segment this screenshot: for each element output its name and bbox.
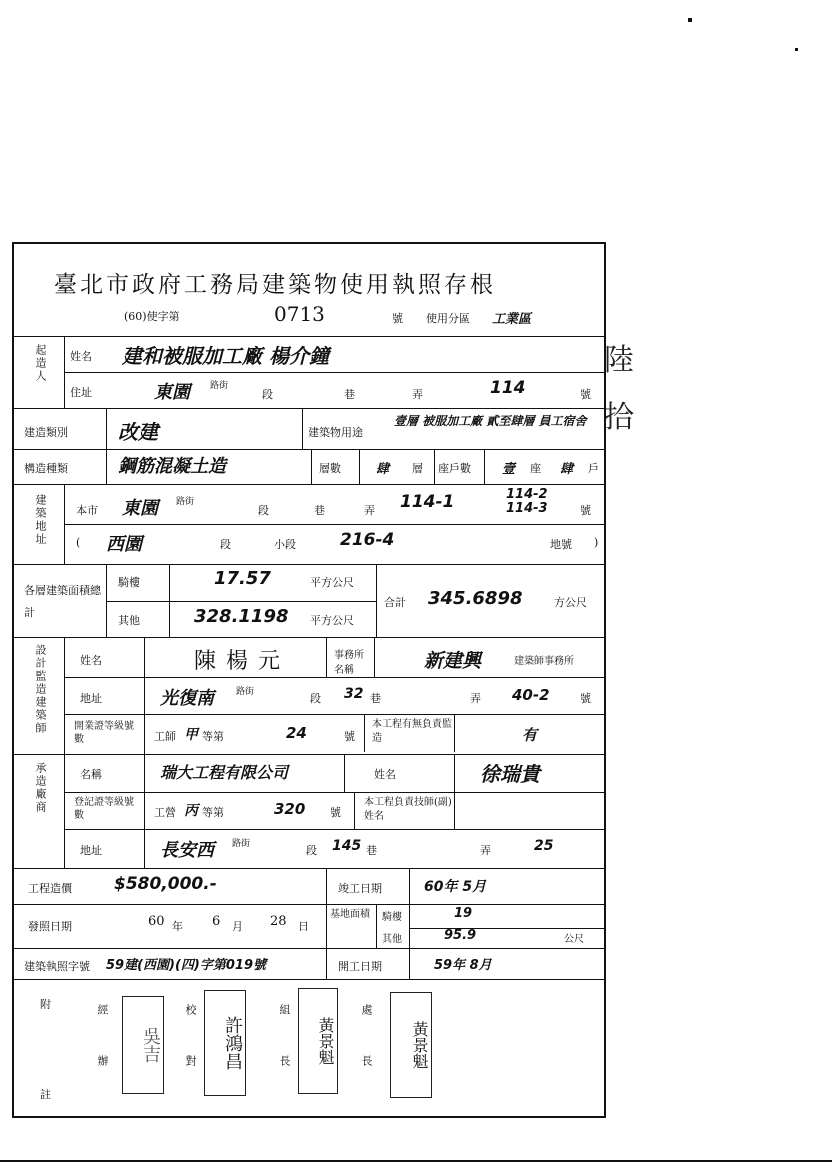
- architect-addr-no: 40-2: [512, 686, 550, 704]
- form-title: 臺北市政府工務局建築物使用執照存根: [54, 272, 496, 298]
- site-city-label: 本市: [76, 504, 98, 517]
- applicant-no-value: 114: [490, 378, 526, 398]
- start-label: 開工日期: [338, 960, 382, 973]
- floors-label: 層數: [319, 462, 341, 475]
- applicant-name-label: 姓名: [70, 350, 92, 363]
- area-total-value: 345.6898: [428, 588, 523, 609]
- issue-day: 28: [270, 914, 287, 929]
- applicant-address-value: 東園: [154, 382, 190, 403]
- contractor-reg-prefix: 工營: [154, 806, 176, 819]
- site-land-sub-label: 小段: [274, 538, 296, 551]
- contractor-addr-lane: 巷: [366, 844, 377, 857]
- issue-month: 6: [212, 914, 221, 929]
- applicant-address-label: 住址: [70, 386, 92, 399]
- architect-addr-alley: 弄: [470, 692, 481, 705]
- cost-value: $580,000.-: [114, 874, 217, 894]
- area-arcade-value: 17.57: [214, 568, 271, 589]
- architect-engineer-label: 本工程有無負責監造: [372, 719, 452, 744]
- side-char: 拾: [604, 400, 634, 435]
- permit-value: 59建(西園)(四)字第019號: [106, 958, 266, 973]
- architect-reg-no: 24: [286, 724, 307, 742]
- sig-label-3: 組長: [278, 1004, 291, 1106]
- contractor-addr-section: 段: [306, 844, 317, 857]
- contractor-addr-alley: 弄: [480, 844, 491, 857]
- license-suffix: 號: [392, 312, 403, 325]
- stamp-4: 黃景魁: [390, 992, 432, 1098]
- architect-addr-lane: 巷: [370, 692, 381, 705]
- architect-reg-grade: 甲: [184, 727, 198, 743]
- site-no-value: 114-1: [400, 492, 455, 512]
- base-unit: 公尺: [564, 934, 584, 945]
- contractor-reg-mid: 等第: [202, 806, 224, 819]
- architect-name-label: 姓名: [80, 654, 102, 667]
- contractor-reg-suffix: 號: [330, 806, 341, 819]
- complete-value: 60年 5月: [424, 879, 487, 895]
- architect-addr-road: 路街: [236, 687, 255, 697]
- zone-value: 工業區: [492, 312, 532, 327]
- base-label: 基地面積: [330, 909, 370, 920]
- applicant-name-value: 建和被服加工廠 楊介鐘: [122, 344, 329, 368]
- contractor-reg-grade: 丙: [184, 803, 198, 819]
- applicant-no-label: 號: [580, 388, 591, 401]
- contractor-tech-label: 本工程負責技師(副)姓名: [364, 797, 452, 822]
- architect-reg-suffix: 號: [344, 730, 355, 743]
- units-value2: 肆: [560, 462, 574, 477]
- architect-addr-no-label: 號: [580, 692, 591, 705]
- scan-dot: [688, 18, 692, 22]
- architect-addr-lane-value: 32: [344, 686, 364, 702]
- struct-value: 鋼筋混凝土造: [118, 456, 226, 477]
- area-total-unit: 方公尺: [554, 596, 587, 609]
- architect-office-value: 新建興: [424, 650, 482, 672]
- complete-label: 竣工日期: [338, 882, 382, 895]
- build-type-label: 建造類別: [24, 426, 68, 439]
- architect-office-label: 事務所名稱: [334, 650, 364, 676]
- architect-engineer-value: 有: [522, 726, 538, 744]
- sig-label-2: 校對: [184, 1004, 197, 1106]
- architect-group-label: 設計監造建築師: [34, 644, 47, 735]
- license-form: 臺北市政府工務局建築物使用執照存根 (60)使字第 0713 號 使用分區 工業區 起造人 姓名 建和被服加工廠 楊介鐘 住址 東園 路街 段 巷 弄 114 號 建造類別 改建 建築物用途 壹層 被服加工廠 貳至肆層 員工宿舍 構造種類 鋼筋混凝土造 層數 肆 層 座戶數 壹 座 肆 戶 建築地址 本市 東園 路街 段 巷 弄 114-1 114-2 114-3 號 ( 西園 段 小段 216-4 地號 ) 各層建築面積總計 騎樓 17.57 平方公尺 其他 328.1198 平方公尺 合計 345.6898 方公尺 設計監造建築師 姓名 陳楊元 事務所名稱 新建興 建築師事務所 地址 光復南 路街 段 32 巷 弄 40-2 號 開業證等級號數 工師 甲 等第 24 號 本工程有無負責監造 有 承造廠商 名稱 瑞大工程有限公司 姓名 徐瑞貴 登記證等級號數 工營 丙 等第 320 號 本工程負責技師(副)姓名 地址 長安西 路街 段 145 巷 弄 25 工程造價 $580,000.- 竣工日期 60年 5月 發照日期 60 年 6 月 28 日 基地面積 騎樓 其他 19 95.9 公尺 建築執照字號 59建(西園)(四)字第019號 開工日期 59年 8月 附 註 經辦 校對 組長 處長 吳吉 許鴻昌 黃景魁 黃景魁: [12, 242, 606, 1118]
- contractor-name-value: 瑞大工程有限公司: [160, 763, 289, 782]
- stamp-2: 許鴻昌: [204, 990, 246, 1096]
- contractor-name-label: 名稱: [80, 768, 102, 781]
- units-value: 壹: [502, 462, 516, 477]
- applicant-alley-label: 弄: [412, 388, 423, 401]
- applicant-group-label: 起造人: [34, 344, 47, 383]
- site-land-section: 西園: [106, 534, 142, 555]
- issue-m: 月: [232, 920, 243, 933]
- base-other-label: 其他: [382, 934, 402, 945]
- issue-y: 年: [172, 920, 183, 933]
- architect-addr-section: 段: [310, 692, 321, 705]
- issue-year: 60: [148, 914, 165, 929]
- issue-d: 日: [298, 920, 309, 933]
- contractor-person-label: 姓名: [374, 768, 396, 781]
- site-land-no-label: 地號: [550, 538, 572, 551]
- architect-reg-label: 開業證等級號數: [74, 721, 134, 745]
- architect-office-suffix: 建築師事務所: [514, 656, 574, 667]
- architect-addr-value: 光復南: [160, 688, 214, 709]
- units-label: 座戶數: [438, 462, 471, 475]
- base-v2: 95.9: [444, 928, 477, 943]
- site-no-label: 號: [580, 504, 591, 517]
- area-unit-2: 平方公尺: [310, 614, 354, 627]
- site-alley-label: 弄: [364, 504, 375, 517]
- build-use-label: 建築物用途: [308, 426, 363, 439]
- base-v1: 19: [454, 906, 473, 921]
- applicant-section-label: 段: [262, 388, 273, 401]
- site-road-value: 東園: [122, 498, 158, 519]
- architect-reg-prefix: 工師: [154, 730, 176, 743]
- contractor-person-value: 徐瑞貴: [480, 762, 540, 786]
- area-arcade-label: 騎樓: [118, 576, 140, 589]
- contractor-addr-road: 路街: [232, 839, 251, 849]
- site-land-no: 216-4: [340, 530, 395, 550]
- contractor-addr-lane-value: 145: [332, 838, 362, 854]
- struct-label: 構造種類: [24, 462, 68, 475]
- contractor-addr-label: 地址: [80, 844, 102, 857]
- stamp-1: 吳吉: [122, 996, 164, 1094]
- floors-value: 肆: [376, 462, 390, 477]
- contractor-addr-value: 長安西: [160, 840, 214, 861]
- area-group-label: 各層建築面積總計: [24, 584, 101, 619]
- remarks-label-2: 註: [40, 1088, 51, 1101]
- contractor-addr-no: 25: [534, 838, 554, 854]
- area-other-label: 其他: [118, 614, 140, 627]
- contractor-reg-label: 登記證等級號數: [74, 797, 134, 821]
- contractor-group-label: 承造廠商: [34, 762, 47, 814]
- area-total-label: 合計: [384, 596, 406, 609]
- applicant-lane-label: 巷: [344, 388, 355, 401]
- base-arcade-label: 騎樓: [382, 912, 402, 923]
- site-road-label: 路街: [176, 497, 195, 507]
- page-bottom-rule: [0, 1160, 832, 1162]
- stamp-3: 黃景魁: [298, 988, 338, 1094]
- area-unit: 平方公尺: [310, 576, 354, 589]
- contractor-reg-no: 320: [274, 800, 306, 818]
- architect-name-value: 陳楊元: [194, 649, 291, 674]
- remarks-label-1: 附: [40, 998, 51, 1011]
- sig-label-1: 經辦: [96, 1004, 109, 1106]
- site-no-value2: 114-2 114-3: [506, 487, 548, 516]
- architect-reg-mid: 等第: [202, 730, 224, 743]
- issue-label: 發照日期: [28, 920, 72, 933]
- license-number: 0713: [274, 302, 325, 326]
- site-section-label: 段: [258, 504, 269, 517]
- site-lane-label: 巷: [314, 504, 325, 517]
- cost-label: 工程造價: [28, 882, 72, 895]
- floors-unit: 層: [412, 462, 423, 475]
- area-other-value: 328.1198: [194, 606, 289, 627]
- zone-label: 使用分區: [426, 312, 470, 325]
- side-char: 陸: [604, 343, 634, 378]
- build-use-value: 壹層 被服加工廠 貳至肆層 員工宿舍: [394, 414, 587, 428]
- site-group-label: 建築地址: [34, 494, 47, 546]
- license-prefix: (60)使字第: [124, 310, 180, 323]
- permit-label: 建築執照字號: [24, 960, 90, 973]
- applicant-road-label: 路街: [210, 381, 229, 391]
- start-value: 59年 8月: [434, 958, 492, 973]
- units-unit1: 座: [530, 462, 541, 475]
- units-unit2: 戶: [588, 462, 599, 475]
- architect-addr-label: 地址: [80, 692, 102, 705]
- site-land-section-label: 段: [220, 538, 231, 551]
- scan-dot: [795, 48, 798, 51]
- sig-label-4: 處長: [360, 1004, 373, 1106]
- build-type-value: 改建: [118, 420, 158, 444]
